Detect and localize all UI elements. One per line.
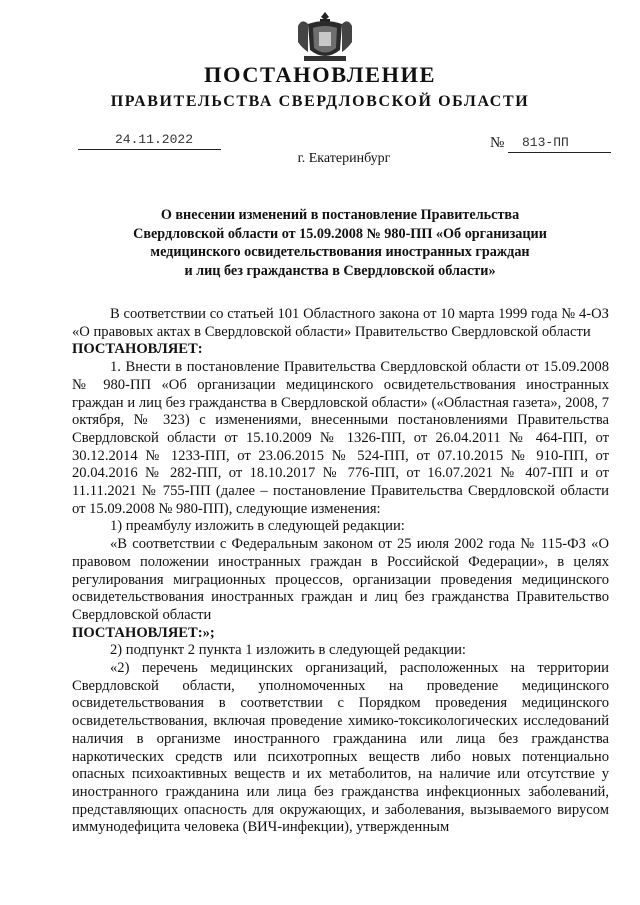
decree-word: ПОСТАНОВЛЯЕТ:: [72, 341, 203, 358]
document-subtitle: ПРАВИТЕЛЬСТВА СВЕРДЛОВСКОЙ ОБЛАСТИ: [110, 93, 530, 110]
heading-line: и лиц без гражданства в Свердловской области»: [184, 262, 496, 279]
coat-of-arms-emblem: [296, 8, 354, 64]
heading-line: О внесении изменений в постановление Правительства: [160, 207, 520, 223]
heading-line: медицинского освидетельствования иностранных граждан: [150, 244, 530, 260]
preamble-paragraph: В соответствии со статьей 101 Областного закона от 10 марта 1999 года № 4-ОЗ «О правовых актах в Свердловской области» Правительство Свердловской области: [72, 306, 609, 340]
heading-line: Свердловской области от 15.09.2008 № 980-ПП «Об организации: [133, 225, 547, 242]
document-body: [72, 306, 609, 837]
city-line: г. Екатеринбург: [297, 151, 391, 166]
subclause-1-paragraph: 1) преамбулу изложить в следующей редакции:: [110, 518, 405, 535]
number-label: №: [490, 135, 505, 151]
document-title: ПОСТАНОВЛЕНИЕ: [203, 62, 437, 87]
date-underline: [78, 149, 221, 150]
document-heading: [70, 206, 610, 280]
new-preamble-paragraph: «В соответствии с Федеральным законом от 25 июля 2002 года № 115-ФЗ «О правовом положении иностранных граждан в Российской Федерации», в целях регулирования миграционных процессов, организации проведения медицинского освидетельствования иностранных граждан и лиц без гражданства Правительство Свердловской области: [72, 536, 609, 623]
new-subclause-text: «2) перечень медицинских организаций, расположенных на территории Свердловской области, уполномоченных на проведение медицинского освидетельствования в соответствии с Порядком проведения медицинского освидетельствования, включая проведение химико-токсикологических исследований наличия в организме иностранного гражданина или лица без гражданства наркотических средств или психотропных веществ либо новых потенциально опасных психоактивных веществ и их метаболитов, на наличие или отсутствие у иностранного гражданина или лица без гражданства инфекционных заболеваний, представляющих опасность для окружающих, и заболевания, вызываемого вирусом иммунодефицита человека (ВИЧ-инфекции), утвержденным: [72, 660, 609, 836]
clause-1-paragraph: 1. Внести в постановление Правительства Свердловской области от 15.09.2008 № 980-ПП «Об организации медицинского освидетельствования иностранных граждан и лиц без гражданства в Свердловской области» («Областная газета», 2008, 7 октября, № 323) с изменениями, внесенными постановлениями Правительства Свердловской области от 15.10.2009 № 1326-ПП, от 26.04.2011 № 464-ПП, от 30.12.2014 № 1233-ПП, от 23.06.2015 № 524-ПП, от 07.10.2015 № 910-ПП, от 20.04.2016 № 282-ПП, от 18.10.2017 № 776-ПП, от 16.07.2021 № 407-ПП и от 11.11.2021 № 755-ПП (далее – постановление Правительства Свердловской области от 15.09.2008 № 980-ПП), следующие изменения:: [72, 359, 609, 517]
decree-word-quoted: ПОСТАНОВЛЯЕТ:»;: [72, 624, 215, 641]
subclause-2-paragraph: 2) подпункт 2 пункта 1 изложить в следующей редакции:: [110, 642, 466, 659]
document-number: 813-ПП: [522, 135, 569, 150]
document-date: 24.11.2022: [115, 132, 194, 147]
